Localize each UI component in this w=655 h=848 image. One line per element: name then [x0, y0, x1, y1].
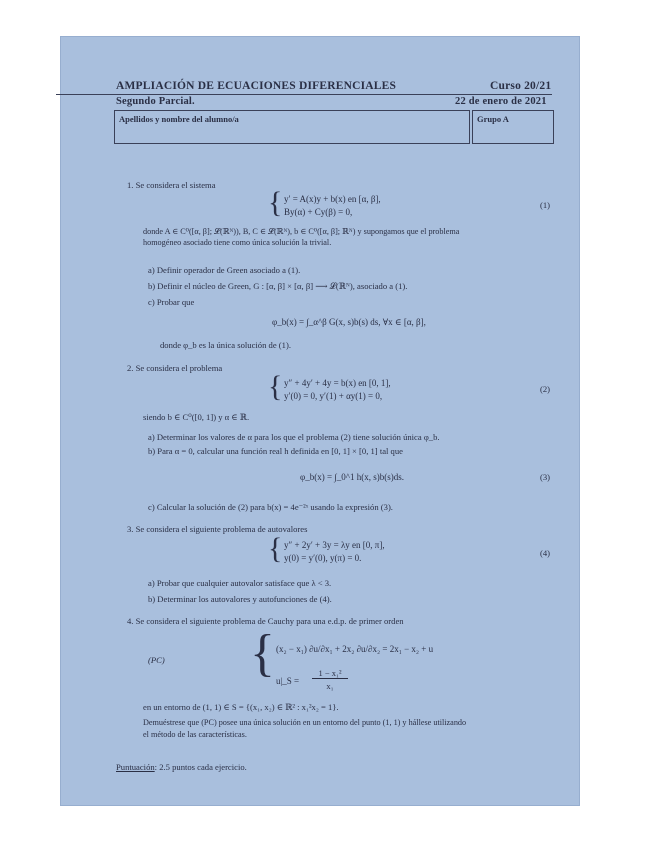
ex1-eq-line2: By(α) + Cy(β) = 0, — [284, 207, 353, 217]
ex2-formula-number: (3) — [540, 472, 551, 482]
student-name-box[interactable] — [114, 110, 470, 144]
ex3-eq-line2: y(0) = y′(0), y(π) = 0. — [284, 553, 362, 563]
ex4-domain: en un entorno de (1, 1) ∈ S = {(x₁, x₂) ∈ ℝ² : x₁²x₂ = 1}. — [143, 702, 339, 712]
ex4-cond-numerator: 1 − x₁² — [312, 668, 348, 679]
scoring-label: Puntuación — [116, 762, 155, 772]
course-title: AMPLIACIÓN DE ECUACIONES DIFERENCIALES — [116, 80, 397, 92]
ex1-formula: φ_b(x) = ∫_α^β G(x, s)b(s) ds, ∀x ∈ [α, β], — [272, 317, 426, 327]
ex2-eq-number: (2) — [540, 384, 551, 394]
ex1-intro: 1. Se considera el sistema — [127, 180, 216, 190]
ex3-eq-line1: y″ + 2y′ + 3y = λy en [0, π], — [284, 540, 385, 550]
ex1-where-line1: donde A ∈ C⁰([α, β]; 𝓛(ℝᴺ)), B, C ∈ 𝓛(ℝᴺ), b ∈ C⁰([α, β]; ℝᴺ) y supongamos que el problema — [143, 227, 460, 236]
exam-name: Segundo Parcial. — [116, 96, 195, 107]
ex2-formula: φ_b(x) = ∫_0^1 h(x, s)b(s)ds. — [300, 472, 404, 482]
ex4-task-line2: el método de las características. — [143, 730, 247, 739]
ex3-part-b: b) Determinar los autovalores y autofunciones de (4). — [148, 594, 332, 604]
ex4-brace: { — [250, 625, 275, 682]
ex2-part-a: a) Determinar los valores de α para los que el problema (2) tiene solución única φ_b. — [148, 432, 440, 442]
ex1-brace: { — [268, 186, 283, 219]
ex2-where: siendo b ∈ C⁰([0, 1]) y α ∈ ℝ. — [143, 412, 250, 422]
exam-date: 22 de enero de 2021 — [455, 96, 547, 107]
ex1-eq-line1: y′ = A(x)y + b(x) en [α, β], — [284, 194, 381, 204]
ex1-eq-number: (1) — [540, 200, 551, 210]
ex1-where-line2: homogéneo asociado tiene como única solución la trivial. — [143, 238, 332, 247]
student-name-label: Apellidos y nombre del alumno/a — [119, 114, 239, 124]
scoring-text: : 2.5 puntos cada ejercicio. — [154, 762, 247, 772]
ex4-cond-left: u|_S = — [276, 676, 300, 686]
ex4-intro: 4. Se considera el siguiente problema de Cauchy para una e.d.p. de primer orden — [127, 616, 404, 626]
ex3-eq-number: (4) — [540, 548, 551, 558]
header-rule-top — [56, 94, 552, 95]
ex3-part-a: a) Probar que cualquier autovalor satisface que λ < 3. — [148, 578, 332, 588]
ex4-label: (PC) — [148, 655, 165, 665]
ex4-pde: (x₂ − x₁) ∂u/∂x₁ + 2x₂ ∂u/∂x₂ = 2x₁ − x₂ + u — [276, 644, 434, 654]
ex3-intro: 3. Se considera el siguiente problema de autovalores — [127, 524, 308, 534]
ex2-brace: { — [268, 370, 283, 403]
ex1-part-b: b) Definir el núcleo de Green, G : [α, β] × [α, β] ⟶ 𝓛(ℝᴺ), asociado a (1). — [148, 281, 408, 291]
course-year: Curso 20/21 — [490, 80, 552, 92]
ex1-part-a: a) Definir operador de Green asociado a (1). — [148, 265, 301, 275]
ex4-task-line1: Demuéstrese que (PC) posee una única solución en un entorno del punto (1, 1) y hállese utilizando — [143, 718, 467, 727]
group-label: Grupo A — [477, 114, 509, 124]
ex1-part-c: c) Probar que — [148, 297, 195, 307]
ex3-brace: { — [268, 532, 283, 565]
group-box — [472, 110, 554, 144]
ex2-eq-line2: y′(0) = 0, y′(1) + αy(1) = 0, — [284, 391, 383, 401]
ex2-part-b: b) Para α = 0, calcular una función real h definida en [0, 1] × [0, 1] tal que — [148, 446, 403, 456]
ex4-cond-denominator: x₁ — [326, 681, 334, 691]
ex2-part-c: c) Calcular la solución de (2) para b(x) = 4e⁻²ˣ usando la expresión (3). — [148, 502, 393, 512]
ex1-formula-note: donde φ_b es la única solución de (1). — [160, 340, 291, 350]
ex2-eq-line1: y″ + 4y′ + 4y = b(x) en [0, 1], — [284, 378, 391, 388]
scoring-note — [116, 762, 247, 772]
ex2-intro: 2. Se considera el problema — [127, 363, 223, 373]
